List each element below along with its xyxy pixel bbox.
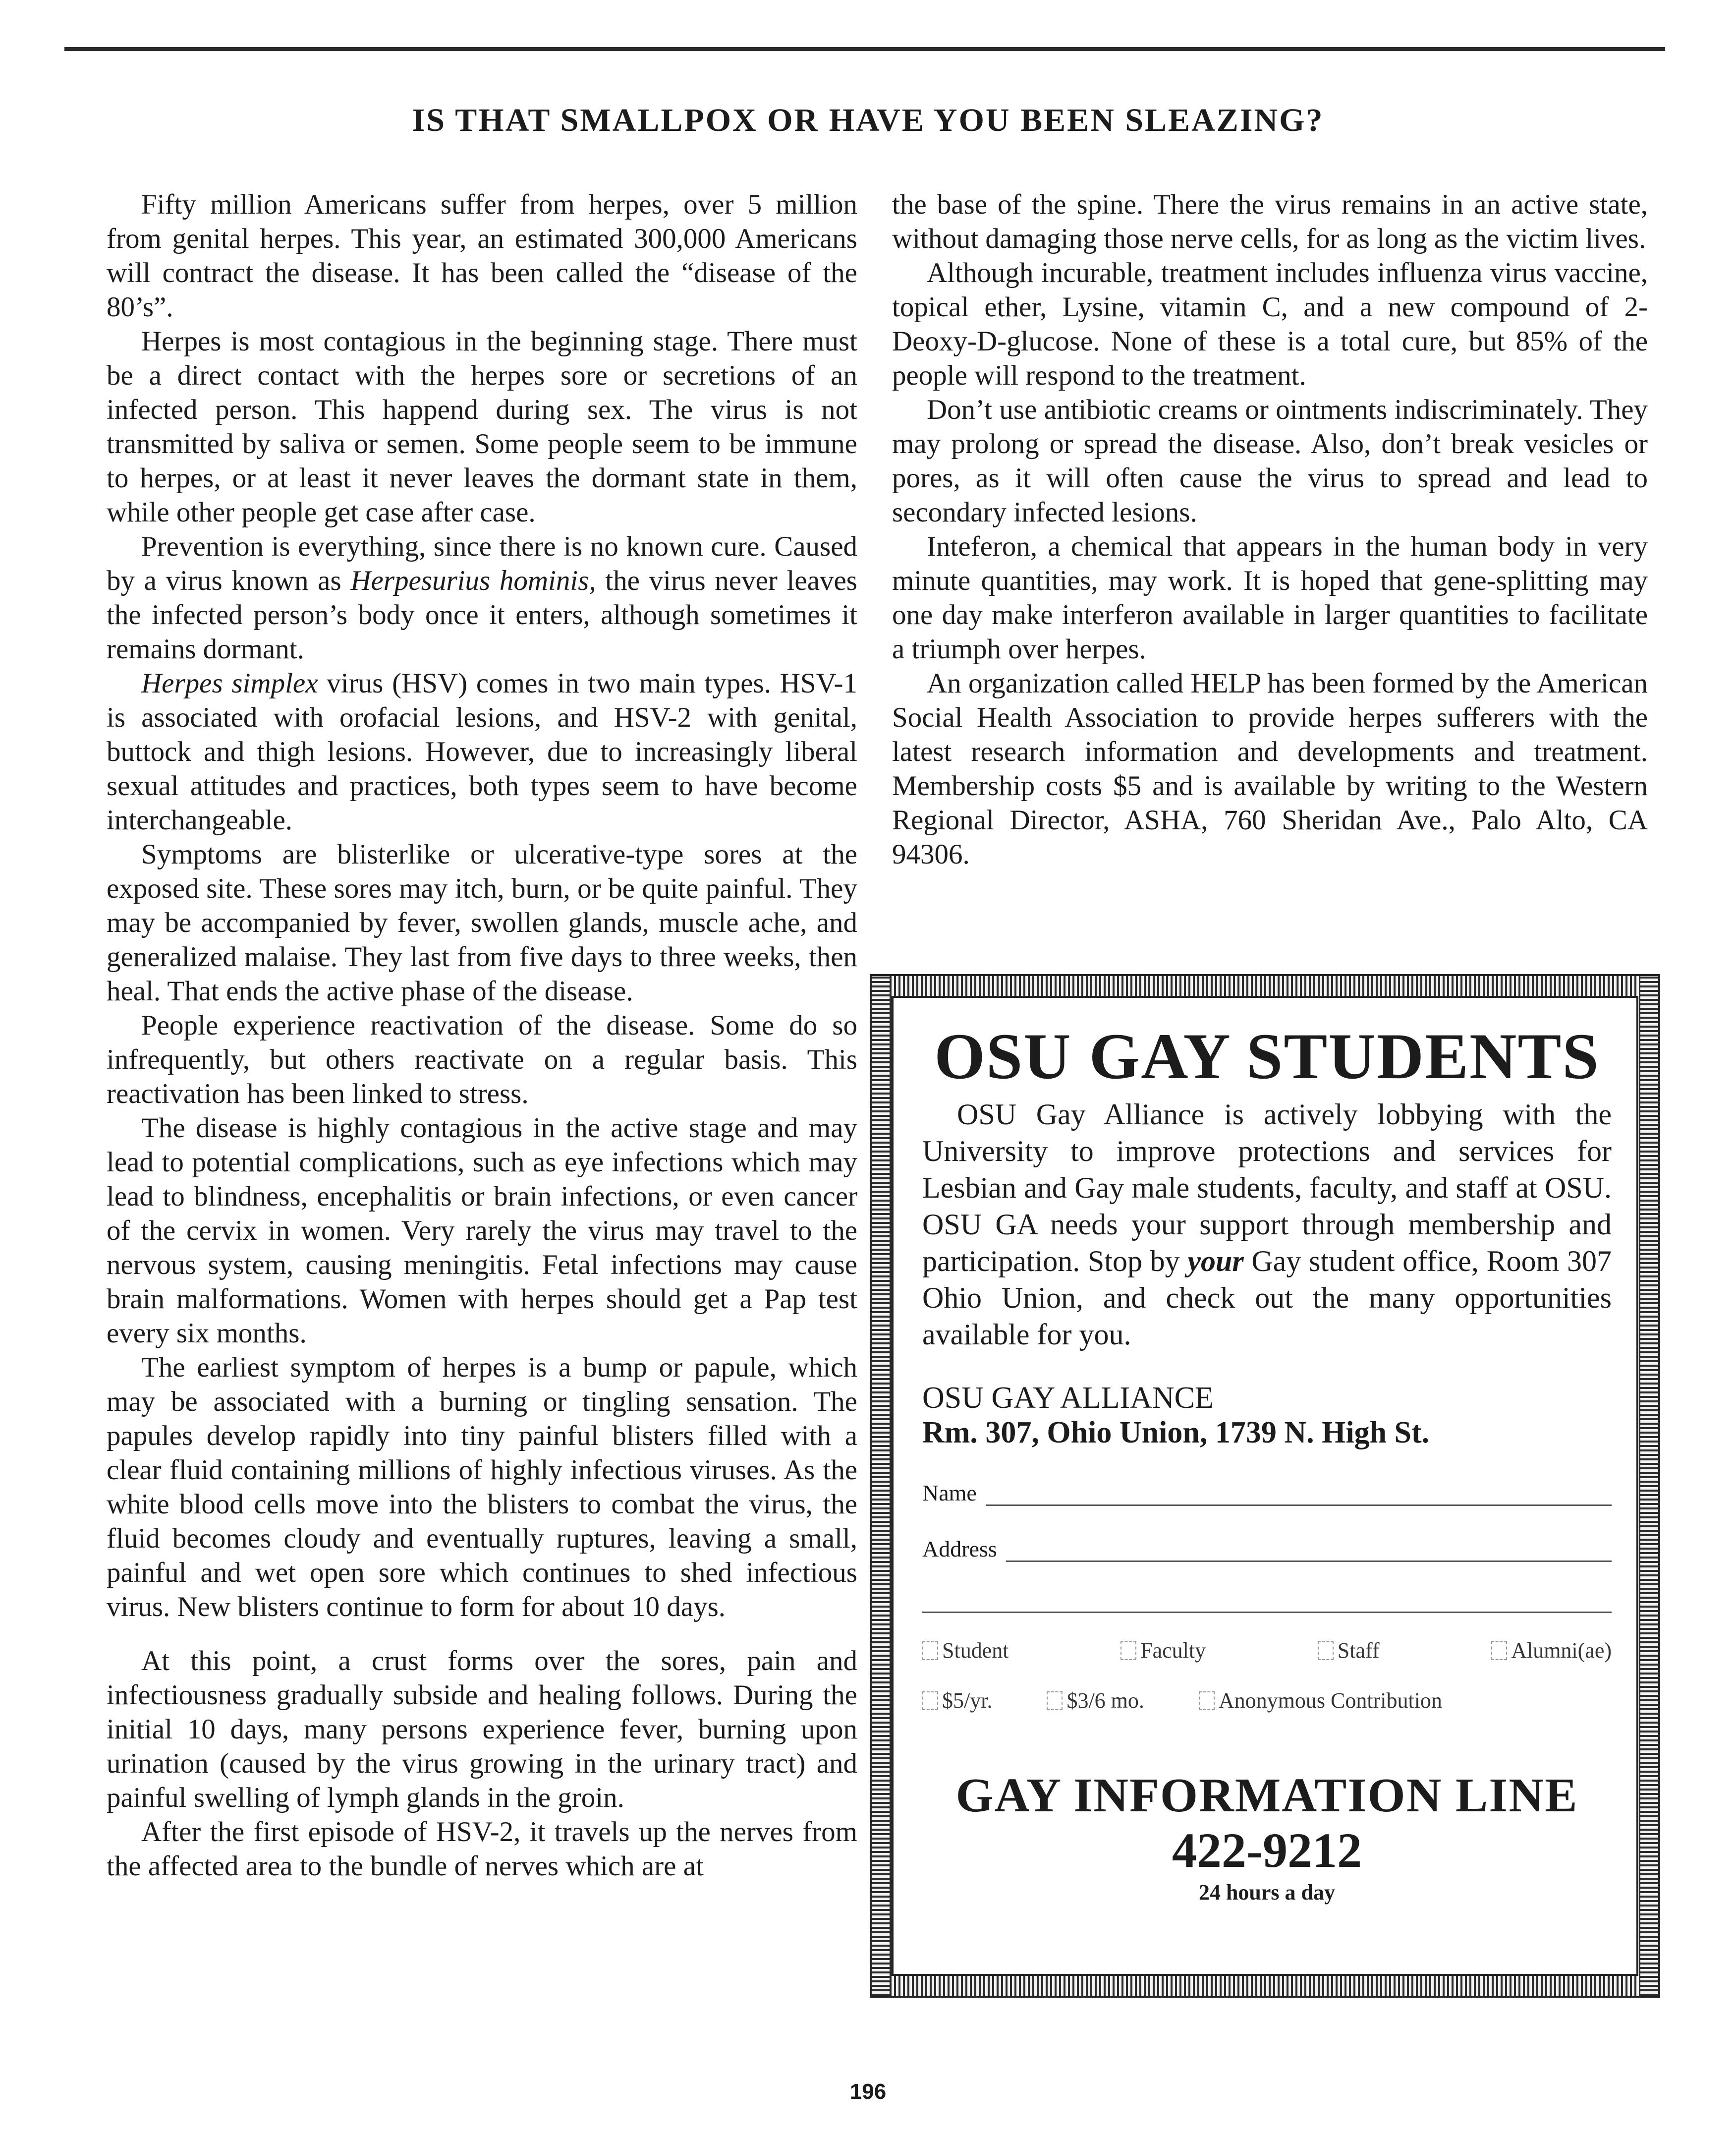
checkbox-5-yr[interactable]: $5/yr.	[922, 1688, 992, 1713]
info-line-phone: 422-9212	[1172, 1823, 1362, 1878]
article-headline: IS THAT SMALLPOX OR HAVE YOU BEEN SLEAZING?	[412, 102, 1324, 138]
checkbox-icon	[922, 1641, 938, 1660]
info-line-hours: 24 hours a day	[1198, 1880, 1336, 1905]
article-right-column	[892, 187, 1648, 871]
paragraph: After the first episode of HSV-2, it travels up the nerves from the affected area to the bundle of nerves which are at	[107, 1816, 857, 1882]
address-field[interactable]	[922, 1536, 1612, 1562]
checkbox-3-6mo[interactable]: $3/6 mo.	[1047, 1688, 1144, 1713]
top-rule	[64, 47, 1665, 51]
paragraph: Don’t use antibiotic creams or ointments indiscriminately. They may prolong or spread the disease. Also, don’t break vesicles or pores, as it will often cause the virus to spread and lead to secondary infected lesions.	[892, 394, 1648, 528]
checkbox-staff[interactable]: Staff	[1318, 1638, 1380, 1663]
address-blank-2[interactable]	[922, 1612, 1612, 1613]
paragraph: The earliest symptom of herpes is a bump or papule, which may be associated with a burning or tingling sensation. The papules develop rapidly into tiny painful blisters filled with a clear fluid containing millions of highly infectious viruses. As the white blood cells move into the blisters to combat the virus, the fluid becomes cloudy and eventually ruptures, leaving a small, painful and wet open sore which continues to shed infectious virus. New blisters continue to form for about 10 days.	[107, 1352, 857, 1622]
paragraph: the base of the spine. There the virus remains in an active state, without damaging those nerve cells, for as long as the victim lives.	[892, 189, 1648, 254]
checkbox-icon	[1047, 1691, 1063, 1710]
paragraph: The disease is highly contagious in the active stage and may lead to potential complications, such as eye infections which may lead to blindness, encephalitis or brain infections, or even cancer of the cervix in women. Very rarely the virus may travel to the nervous system, causing meningitis. Fetal infections may cause brain malformations. Women with herpes should get a Pap test every six months.	[107, 1112, 857, 1349]
ad-organization: OSU GAY ALLIANCE	[922, 1381, 1214, 1415]
advertisement-content	[892, 996, 1638, 1976]
paragraph: An organization called HELP has been formed by the American Social Health Association to provide herpes sufferers with the latest research information and developments and treatment. Membership costs $5 and is available by writing to the Western Regional Director, ASHA, 760 Sheridan Ave., Palo Alto, CA 94306.	[892, 668, 1648, 870]
paragraph: Symptoms are blisterlike or ulcerative-type sores at the exposed site. These sores may itch, burn, or be quite painful. They may be accompanied by fever, swollen glands, muscle ache, and generalized malaise. They last from five days to three weeks, then heal. That ends the active phase of the disease.	[107, 839, 857, 1007]
address-label: Address	[922, 1536, 997, 1561]
ad-title: OSU GAY STUDENTS	[934, 1020, 1600, 1093]
status-checkboxes	[922, 1638, 1612, 1663]
paragraph: People experience reactivation of the disease. Some do so infrequently, but others reactivate on a regular basis. This reactivation has been linked to stress.	[107, 1010, 857, 1109]
ad-body: OSU Gay Alliance is actively lobbying with the University to improve protections and services for Lesbian and Gay male students, faculty, and staff at OSU. OSU GA needs your support through membership and participation. Stop by your Gay student office, Room 307 Ohio Union, and check out the many opportunities available for you.	[922, 1098, 1612, 1351]
name-field[interactable]	[922, 1480, 1612, 1506]
checkbox-icon	[1199, 1691, 1215, 1710]
checkbox-icon	[1491, 1641, 1507, 1660]
decorative-border	[1640, 976, 1658, 1996]
paragraph: Inteferon, a chemical that appears in the human body in very minute quantities, may work. It is hoped that gene-splitting may one day make interferon available in larger quantities to facilitate a triumph over herpes.	[892, 531, 1648, 665]
paragraph: Fifty million Americans suffer from herpes, over 5 million from genital herpes. This year, an estimated 300,000 Americans will contract the disease. It has been called the “disease of the 80’s”.	[107, 189, 857, 323]
info-line-title: GAY INFORMATION LINE	[955, 1769, 1578, 1822]
paragraph: Herpes is most contagious in the beginning stage. There must be a direct contact with the herpes sore or secretions of an infected person. This happend during sex. The virus is not transmitted by saliva or semen. Some people seem to be immune to herpes, or at least it never leaves the dormant state in them, while other people get case after case.	[107, 326, 857, 528]
paragraph: Although incurable, treatment includes influenza virus vaccine, topical ether, Lysine, vitamin C, and a new compound of 2-Deoxy-D-glucose. None of these is a total cure, but 85% of the people will respond to the treatment.	[892, 257, 1648, 391]
checkbox-faculty[interactable]: Faculty	[1120, 1638, 1206, 1663]
advertisement-box	[870, 974, 1660, 1998]
article-left-column	[107, 187, 857, 1883]
page-number: 196	[849, 2080, 887, 2104]
paragraph: Herpes simplex virus (HSV) comes in two main types. HSV-1 is associated with orofacial lesions, and HSV-2 with genital, buttock and thigh lesions. However, due to increasingly liberal sexual attitudes and practices, both types seem to have become interchangeable.	[107, 668, 858, 836]
checkbox-student[interactable]: Student	[922, 1638, 1008, 1663]
name-blank[interactable]	[986, 1502, 1612, 1506]
decorative-border	[872, 976, 890, 1996]
checkbox-icon	[1318, 1641, 1334, 1660]
fee-checkboxes	[922, 1688, 1612, 1713]
name-label: Name	[922, 1480, 977, 1505]
ad-address: Rm. 307, Ohio Union, 1739 N. High St.	[922, 1416, 1430, 1449]
paragraph: At this point, a crust forms over the sores, pain and infectiousness gradually subside and healing follows. During the initial 10 days, many persons experience fever, burning upon urination (caused by the virus growing in the urinary tract) and painful swelling of lymph glands in the groin.	[107, 1645, 857, 1813]
checkbox-icon	[1120, 1641, 1136, 1660]
checkbox-icon	[922, 1691, 938, 1710]
checkbox-anonymous[interactable]: Anonymous Contribution	[1199, 1688, 1442, 1713]
paragraph: Prevention is everything, since there is no known cure. Caused by a virus known as Herpesurius hominis, the virus never leaves the infected person’s body once it enters, although sometimes it remains dormant.	[107, 531, 857, 665]
checkbox-alumni[interactable]: Alumni(ae)	[1491, 1638, 1612, 1663]
address-blank[interactable]	[1006, 1559, 1612, 1562]
